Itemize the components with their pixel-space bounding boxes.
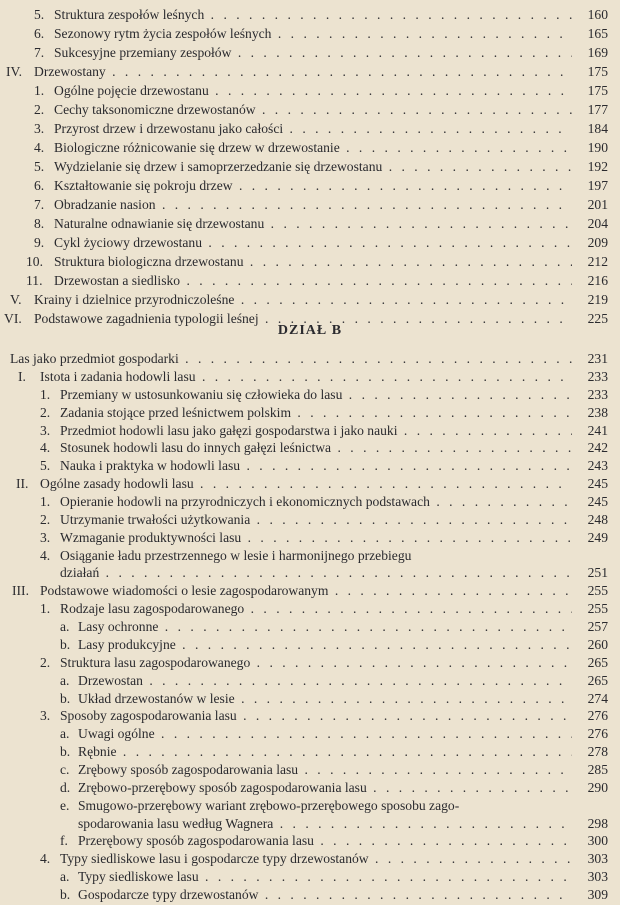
entry-number: 7. — [34, 197, 45, 212]
entry-title: Struktura zespołów leśnych . . . — [54, 5, 572, 24]
entry-title: Kształtowanie się pokroju drzew . . . — [54, 176, 572, 195]
entry-number: 8. — [34, 216, 45, 231]
entry-title: Drzewostan . . . — [78, 672, 572, 690]
entry-title: Osiąganie ładu przestrzennego w lesie i harmonijnego przebiegu — [60, 547, 412, 563]
toc-entry — [0, 157, 620, 176]
entry-page: 300 — [587, 833, 608, 849]
entry-page: 303 — [587, 851, 608, 867]
entry-page: 285 — [587, 761, 608, 777]
entry-page: 233 — [587, 386, 608, 402]
entry-number: 9. — [34, 235, 45, 250]
entry-number: 3. — [40, 422, 51, 438]
toc-entry — [0, 252, 620, 271]
entry-title: Struktura lasu zagospodarowanego . . . — [60, 654, 572, 672]
toc-entry — [0, 743, 620, 761]
toc-entry-continuation — [0, 564, 620, 582]
entry-number: 4. — [40, 851, 51, 867]
entry-page: 242 — [587, 440, 608, 456]
entry-title: Las jako przedmiot gospodarki . . . — [10, 350, 572, 368]
entry-title: Ogólne pojęcie drzewostanu . . . — [54, 81, 572, 100]
toc-entry — [0, 618, 620, 636]
entry-title: Uwagi ogólne . . . — [78, 725, 572, 743]
toc-entry — [0, 672, 620, 690]
entry-page: 260 — [587, 636, 608, 652]
entry-page: 160 — [587, 7, 608, 22]
entry-roman-number: I. — [18, 368, 26, 384]
entry-page: 175 — [587, 64, 608, 79]
entry-title: Utrzymanie trwałości użytkowania . . . — [60, 511, 572, 529]
entry-page: 192 — [587, 159, 608, 174]
entry-page: 245 — [587, 476, 608, 492]
entry-title: Smugowo-przerębowy wariant zrębowo-przerębowego sposobu zago- — [78, 797, 460, 813]
toc-entry — [0, 511, 620, 529]
toc-entry — [0, 350, 620, 368]
entry-page: 278 — [587, 744, 608, 760]
entry-title: Ogólne zasady hodowli lasu . . . — [40, 475, 572, 493]
entry-page: 309 — [587, 887, 608, 902]
entry-page: 190 — [587, 140, 608, 155]
toc-entry — [0, 62, 620, 81]
entry-page: 290 — [587, 779, 608, 795]
entry-number: 6. — [34, 26, 45, 41]
toc-entry — [0, 119, 620, 138]
toc-entry — [0, 43, 620, 62]
entry-page: 197 — [587, 178, 608, 193]
entry-title: Obradzanie nasion . . . — [54, 195, 572, 214]
toc-entry-continuation — [0, 815, 620, 833]
entry-page: 249 — [587, 529, 608, 545]
entry-page: 274 — [587, 690, 608, 706]
entry-number: 2. — [34, 102, 45, 117]
entry-page: 212 — [587, 254, 608, 269]
entry-number: 6. — [34, 178, 45, 193]
entry-title: Wzmaganie produktywności lasu . . . — [60, 529, 572, 547]
entry-number: 1. — [40, 386, 51, 402]
entry-letter: a. — [60, 869, 70, 885]
entry-letter: b. — [60, 690, 71, 706]
entry-number: 3. — [40, 708, 51, 724]
toc-entry — [0, 529, 620, 547]
entry-page: 241 — [587, 422, 608, 438]
entry-roman-number: VI. — [4, 311, 22, 326]
toc-entry — [0, 636, 620, 654]
entry-title: Stosunek hodowli lasu do innych gałęzi leśnictwa . . . — [60, 439, 572, 457]
entry-number: 3. — [40, 529, 51, 545]
entry-title: Zadania stojące przed leśnictwem polskim . . . — [60, 404, 572, 422]
entry-number: 3. — [34, 121, 45, 136]
entry-number: 4. — [40, 440, 51, 456]
entry-letter: b. — [60, 636, 71, 652]
entry-title: Istota i zadania hodowli lasu . . . — [40, 368, 572, 386]
entry-page: 204 — [587, 216, 608, 231]
entry-page: 265 — [587, 672, 608, 688]
toc-entry — [0, 100, 620, 119]
entry-page: 265 — [587, 654, 608, 670]
entry-page: 169 — [587, 45, 608, 60]
toc-entry — [0, 868, 620, 886]
entry-title: Układ drzewostanów w lesie . . . — [78, 690, 572, 708]
entry-letter: a. — [60, 726, 70, 742]
entry-title: Wydzielanie się drzew i samoprzerzedzanie się drzewostanu . . . — [54, 157, 572, 176]
entry-page: 255 — [587, 583, 608, 599]
entry-title: Struktura biologiczna drzewostanu . . . — [54, 252, 572, 271]
entry-page: 238 — [587, 404, 608, 420]
toc-entry — [0, 195, 620, 214]
entry-page: 257 — [587, 619, 608, 634]
entry-title: Rębnie . . . — [78, 743, 572, 761]
entry-title: Podstawowe zagadnienia typologii leśnej . . . — [34, 309, 572, 328]
toc-entry — [0, 707, 620, 725]
entry-number: 11. — [26, 273, 43, 288]
entry-title: Zrębowy sposób zagospodarowania lasu . . . — [78, 761, 572, 779]
entry-letter: a. — [60, 672, 70, 688]
entry-title: Cykl życiowy drzewostanu . . . — [54, 233, 572, 252]
entry-title: Sposoby zagospodarowania lasu . . . — [60, 707, 572, 725]
toc-entry — [0, 290, 620, 309]
entry-number: 5. — [34, 7, 45, 22]
toc-entry — [0, 654, 620, 672]
entry-page: 219 — [587, 292, 608, 307]
entry-title: Opieranie hodowli na przyrodniczych i ekonomicznych podstawach . . . — [60, 493, 572, 511]
entry-title: Przyrost drzew i drzewostanu jako całości . . . — [54, 119, 572, 138]
toc-entry — [0, 886, 620, 904]
entry-title: Nauka i praktyka w hodowli lasu . . . — [60, 457, 572, 475]
entry-number: 2. — [40, 404, 51, 420]
entry-title: Zrębowo-przerębowy sposób zagospodarowania lasu . . . — [78, 779, 572, 797]
toc-entry — [0, 439, 620, 457]
toc-entry — [0, 797, 620, 815]
toc-entry — [0, 725, 620, 743]
entry-number: 7. — [34, 45, 45, 60]
entry-roman-number: II. — [16, 476, 29, 492]
toc-entry — [0, 547, 620, 565]
entry-page: 303 — [587, 869, 608, 885]
entry-title: Typy siedliskowe lasu i gospodarcze typy drzewostanów . . . — [60, 850, 572, 868]
entry-letter: f. — [60, 833, 68, 849]
entry-number: 1. — [34, 83, 45, 98]
toc-entry — [0, 368, 620, 386]
entry-title: Sukcesyjne przemiany zespołów . . . — [54, 43, 572, 62]
entry-title: Krainy i dzielnice przyrodniczoleśne . . . — [34, 290, 572, 309]
entry-roman-number: III. — [12, 583, 29, 599]
entry-number: 4. — [34, 140, 45, 155]
toc-entry — [0, 475, 620, 493]
entry-roman-number: V. — [10, 292, 22, 307]
entry-title: Rodzaje lasu zagospodarowanego . . . — [60, 600, 572, 618]
entry-title: Przemiany w ustosunkowaniu się człowieka do lasu . . . — [60, 386, 572, 404]
entry-title: Lasy produkcyjne . . . — [78, 636, 572, 654]
toc-entry — [0, 600, 620, 618]
toc-entry — [0, 386, 620, 404]
entry-letter: d. — [60, 779, 71, 795]
entry-title: Przerębowy sposób zagospodarowania lasu . . . — [78, 832, 572, 850]
entry-number: 2. — [40, 511, 51, 527]
entry-page: 177 — [587, 102, 608, 117]
toc-entry — [0, 233, 620, 252]
entry-number: 5. — [40, 458, 51, 474]
entry-number: 4. — [40, 547, 51, 563]
entry-page: 201 — [587, 197, 608, 212]
entry-page: 209 — [587, 235, 608, 250]
entry-page: 248 — [587, 511, 608, 527]
entry-title: Typy siedliskowe lasu . . . — [78, 868, 572, 886]
entry-title: Biologiczne różnicowanie się drzew w drzewostanie . . . — [54, 138, 572, 157]
toc-entry — [0, 404, 620, 422]
entry-letter: b. — [60, 744, 71, 760]
entry-number: 10. — [26, 254, 43, 269]
toc-entry — [0, 271, 620, 290]
entry-title: Cechy taksonomiczne drzewostanów . . . — [54, 100, 572, 119]
toc-entry — [0, 81, 620, 100]
toc-entry — [0, 850, 620, 868]
toc-entry — [0, 5, 620, 24]
entry-page: 276 — [587, 708, 608, 724]
toc-entry — [0, 779, 620, 797]
entry-number: 2. — [40, 654, 51, 670]
toc-entry — [0, 24, 620, 43]
entry-title: Drzewostan a siedlisko . . . — [54, 271, 572, 290]
entry-page: 276 — [587, 726, 608, 742]
entry-page: 184 — [587, 121, 608, 136]
entry-title: Drzewostany . . . — [34, 62, 572, 81]
entry-number: 1. — [40, 601, 51, 617]
toc-entry — [0, 176, 620, 195]
toc-entry — [0, 690, 620, 708]
entry-page: 225 — [587, 311, 608, 326]
entry-page: 251 — [587, 565, 608, 581]
entry-page: 245 — [587, 493, 608, 509]
toc-entry — [0, 832, 620, 850]
toc-entry — [0, 422, 620, 440]
entry-title: Podstawowe wiadomości o lesie zagospodarowanym . . . — [40, 582, 572, 600]
toc-entry — [0, 457, 620, 475]
entry-title: Naturalne odnawianie się drzewostanu . . . — [54, 214, 572, 233]
entry-page: 165 — [587, 26, 608, 41]
entry-number: 5. — [34, 159, 45, 174]
entry-page: 231 — [587, 351, 608, 366]
entry-page: 175 — [587, 83, 608, 98]
entry-page: 255 — [587, 601, 608, 617]
toc-entry — [0, 582, 620, 600]
entry-title: Gospodarcze typy drzewostanów . . . — [78, 886, 572, 904]
toc-entry — [0, 214, 620, 233]
toc-entry — [0, 761, 620, 779]
entry-number: 1. — [40, 493, 51, 509]
entry-title: działań . . . — [60, 564, 572, 582]
entry-title: spodarowania lasu według Wagnera . . . — [78, 815, 572, 833]
toc-entry — [0, 493, 620, 511]
entry-letter: c. — [60, 761, 70, 777]
entry-title: Lasy ochronne . . . — [78, 618, 572, 636]
entry-letter: b. — [60, 887, 71, 902]
entry-page: 243 — [587, 458, 608, 474]
entry-title: Przedmiot hodowli lasu jako gałęzi gospodarstwa i jako nauki . . . — [60, 422, 572, 440]
entry-letter: a. — [60, 619, 70, 634]
entry-roman-number: IV. — [6, 64, 22, 79]
entry-page: 216 — [587, 273, 608, 288]
toc-entry — [0, 138, 620, 157]
entry-page: 233 — [587, 368, 608, 384]
entry-title: Sezonowy rytm życia zespołów leśnych . . . — [54, 24, 572, 43]
entry-page: 298 — [587, 815, 608, 831]
entry-letter: e. — [60, 797, 70, 813]
section-heading: DZIAŁ B — [277, 323, 343, 338]
